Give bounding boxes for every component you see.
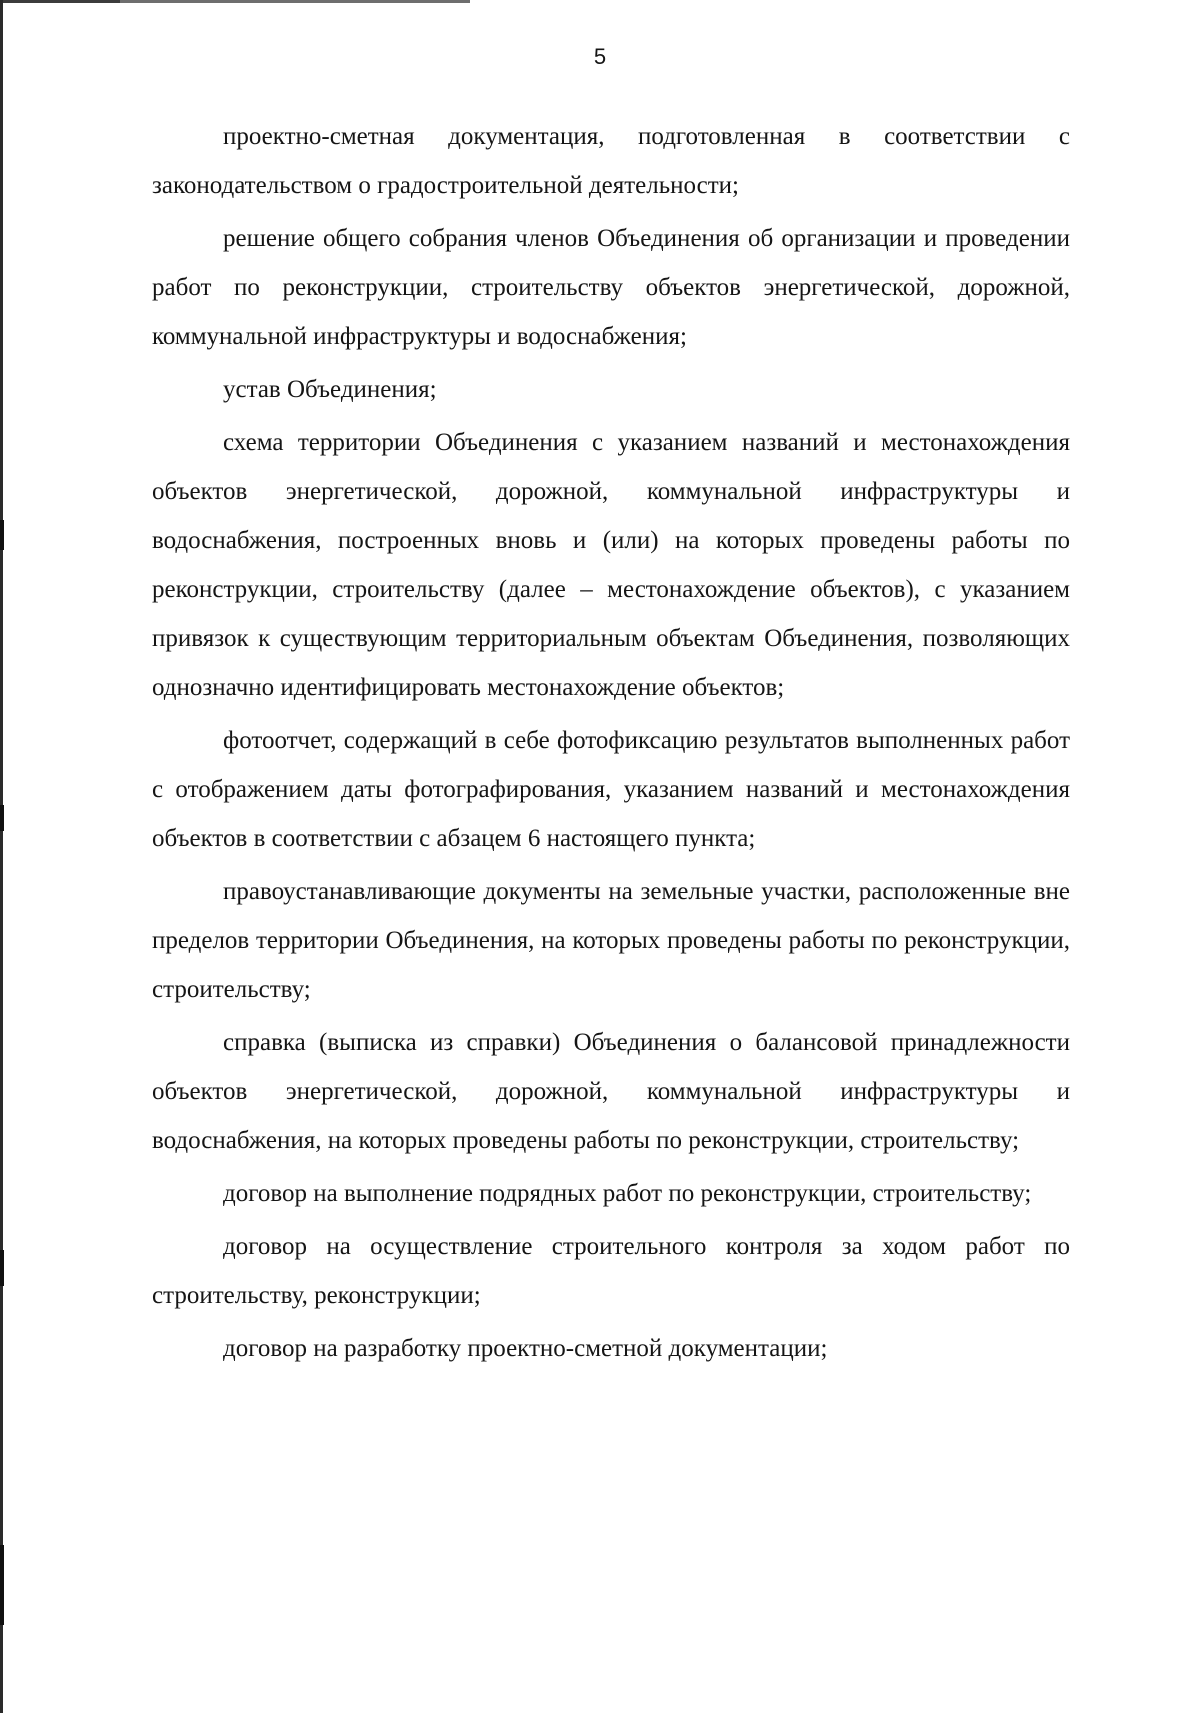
paragraph: правоустанавливающие документы на земельные участки, расположенные вне пределов территории Объединения, на которых проведены работы по реконструкции, строительству; [152,878,1070,1003]
paragraph: схема территории Объединения с указанием названий и местонахождения объектов энергетической, дорожной, коммунальной инфраструктуры и водоснабжения, построенных вновь и (или) на которых проведены работы по реконструкции, строительству (далее – местонахождение объектов), с указанием привязок к существующим территориальным объектам Объединения, позволяющих однозначно идентифицировать местонахождение объектов; [152,429,1070,701]
paragraph: справка (выписка из справки) Объединения о балансовой принадлежности объектов энергетической, дорожной, коммунальной инфраструктуры и водоснабжения, на которых проведены работы по реконструкции, строительству; [152,1029,1070,1154]
paragraph: договор на выполнение подрядных работ по реконструкции, строительству; [223,1180,1032,1207]
paragraph: устав Объединения; [223,376,437,403]
paragraph: договор на разработку проектно-сметной документации; [223,1335,828,1362]
document-body [152,112,1070,1377]
paragraph: фотоотчет, содержащий в себе фотофиксацию результатов выполненных работ с отображением даты фотографирования, указанием названий и местонахождения объектов в соответствии с абзацем 6 настоящего пункта; [152,727,1070,852]
paragraph: проектно-сметная документация, подготовленная в соответствии с законодательством о градостроительной деятельности; [152,123,1070,199]
paragraph: решение общего собрания членов Объединения об организации и проведении работ по реконструкции, строительству объектов энергетической, дорожной, коммунальной инфраструктуры и водоснабжения; [152,225,1070,350]
paragraph: договор на осуществление строительного контроля за ходом работ по строительству, реконструкции; [152,1233,1070,1309]
scan-left-edge [0,0,3,1713]
scan-left-mark [0,1545,4,1625]
scan-left-mark [0,805,4,831]
scan-top-rule [0,0,470,3]
scan-left-mark [0,1250,4,1286]
scan-left-mark [0,520,4,550]
page-number: 5 [593,44,607,69]
